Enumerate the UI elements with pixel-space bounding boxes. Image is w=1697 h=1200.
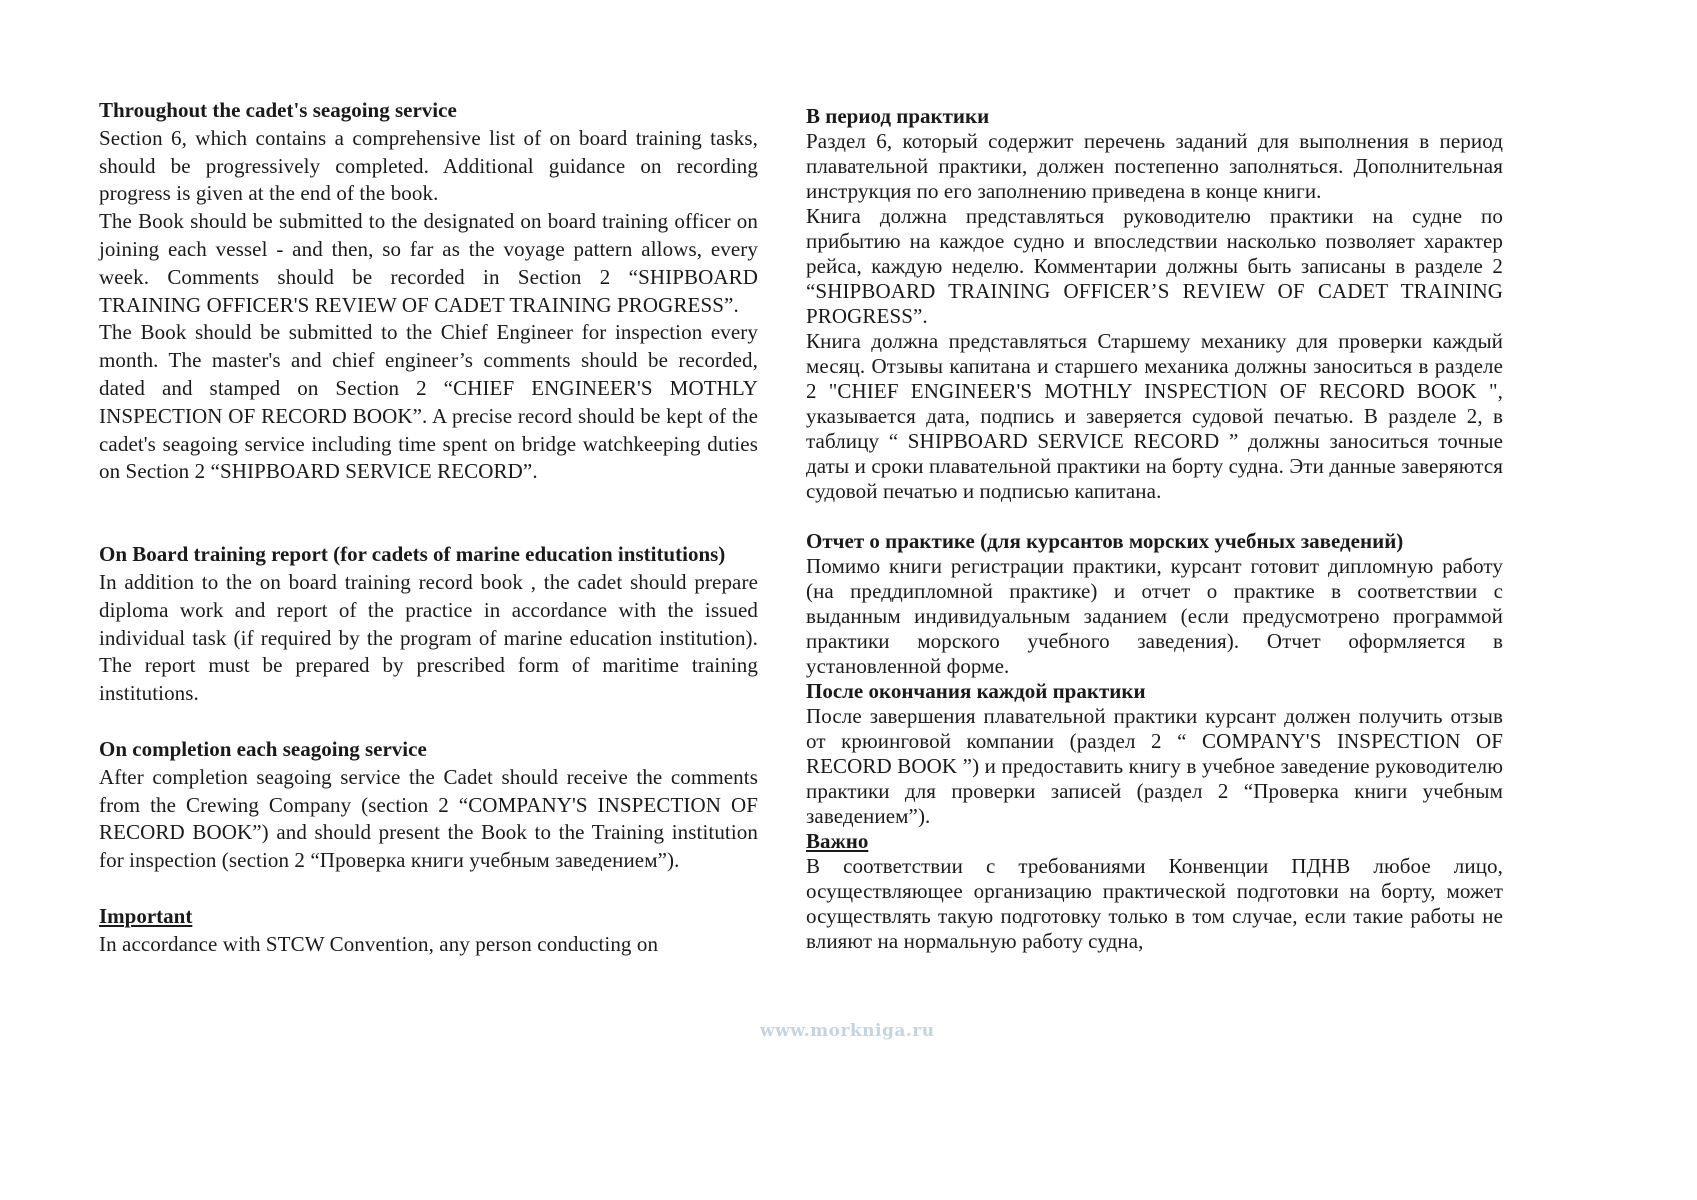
paragraph: After completion seagoing service the Cadet should receive the comments from the Crewing Company (section 2 “COMPANY'S INSPECTION OF RECORD BOOK”) and should present the Book to the Training institution for inspection (section 2 “Проверка книги учебным заведением”).: [99, 764, 758, 873]
paragraph: Книга должна представляться Старшему механику для проверки каждый месяц. Отзывы капитана и старшего механика должны заноситься в разделе 2 "CHIEF ENGINEER'S MOTHLY INSPECTION OF RECORD BOOK ", указывается дата, подпись и заверяется судовой печатью. В разделе 2, в таблицу “ SHIPBOARD SERVICE RECORD ” должны заноситься точные даты и сроки плавательной практики на борту судна. Эти данные заверяются судовой печатью и подписью капитана.: [806, 329, 1503, 503]
spacer: [99, 875, 758, 903]
section-heading: Important: [99, 903, 193, 928]
paragraph: Книга должна представляться руководителю практики на судне по прибытию на каждое судно и впоследствии насколько позволяет характер рейса, каждую неделю. Комментарии должны быть записаны в разделе 2 “SHIPBOARD TRAINING OFFICER’S REVIEW OF CADET TRAINING PROGRESS”.: [806, 204, 1503, 328]
section-practice-report: [806, 529, 1503, 679]
english-column: [99, 97, 758, 959]
paragraph: The Book should be submitted to the designated on board training officer on joining each vessel - and then, so far as the voyage pattern allows, every week. Comments should be recorded in Section 2 “SHIPBOARD TRAINING OFFICER'S REVIEW OF CADET TRAINING PROGRESS”.: [99, 209, 758, 317]
spacer: [806, 504, 1503, 529]
paragraph: In accordance with STCW Convention, any person conducting on: [99, 931, 659, 956]
paragraph: In addition to the on board training record book , the cadet should prepare diploma work and report of the practice in accordance with the issued individual task (if required by the program of marine education institution). The report must be prepared by prescribed form of maritime training institutions.: [99, 569, 758, 706]
spacer: [99, 708, 758, 736]
section-heading: On Board training report (for cadets of marine education institutions): [99, 542, 726, 567]
section-on-completion: [99, 736, 758, 875]
paragraph: The Book should be submitted to the Chief Engineer for inspection every month. The master's and chief engineer’s comments should be recorded, dated and stamped on Section 2 “CHIEF ENGINEER'S MOTHLY INSPECTION OF RECORD BOOK”. A precise record should be kept of the cadet's seagoing service including time spent on bridge watchkeeping duties on Section 2 “SHIPBOARD SERVICE RECORD”.: [99, 320, 758, 484]
section-important: [99, 903, 758, 959]
paragraph: После завершения плавательной практики курсант должен получить отзыв от крюинговой компании (раздел 2 “ COMPANY'S INSPECTION OF RECORD BOOK ”) и предоставить книгу в учебное заведение руководителю практики для проверки записей (раздел 2 “Проверка книги учебным заведением”).: [806, 704, 1503, 828]
section-heading: On completion each seagoing service: [99, 736, 427, 761]
paragraph: В соответствии с требованиями Конвенции ПДНВ любое лицо, осуществляющее организацию практической подготовки на борту, может осуществлять такую подготовку только в том случае, если такие работы не влияют на нормальную работу судна,: [806, 854, 1503, 953]
section-heading: В период практики: [806, 104, 990, 128]
paragraph: Помимо книги регистрации практики, курсант готовит дипломную работу (на преддипломной практике) и отчет о практике в соответствии с выданным индивидуальным заданием (если предусмотрено программой практики морского учебного заведения). Отчет оформляется в установленной форме.: [806, 554, 1503, 678]
russian-column: [806, 104, 1503, 954]
section-training-report: [99, 541, 758, 708]
section-after-practice: [806, 679, 1503, 829]
watermark: www.morkniga.ru: [760, 1021, 935, 1041]
section-heading: Отчет о практике (для курсантов морских учебных заведений): [806, 529, 1404, 553]
section-heading: После окончания каждой практики: [806, 679, 1146, 703]
paragraph: Раздел 6, который содержит перечень заданий для выполнения в период плавательной практики, должен постепенно заполняться. Дополнительная инструкция по его заполнению приведена в конце книги.: [806, 129, 1503, 203]
section-during-practice: [806, 104, 1503, 504]
section-throughout-service: [99, 97, 758, 486]
paragraph: Section 6, which contains a comprehensive list of on board training tasks, should be progressively completed. Additional guidance on recording progress is given at the end of the book.: [99, 125, 758, 206]
section-heading: Throughout the cadet's seagoing service: [99, 98, 457, 122]
section-important-ru: [806, 829, 1503, 954]
spacer: [99, 486, 758, 541]
section-heading: Важно: [806, 829, 869, 853]
